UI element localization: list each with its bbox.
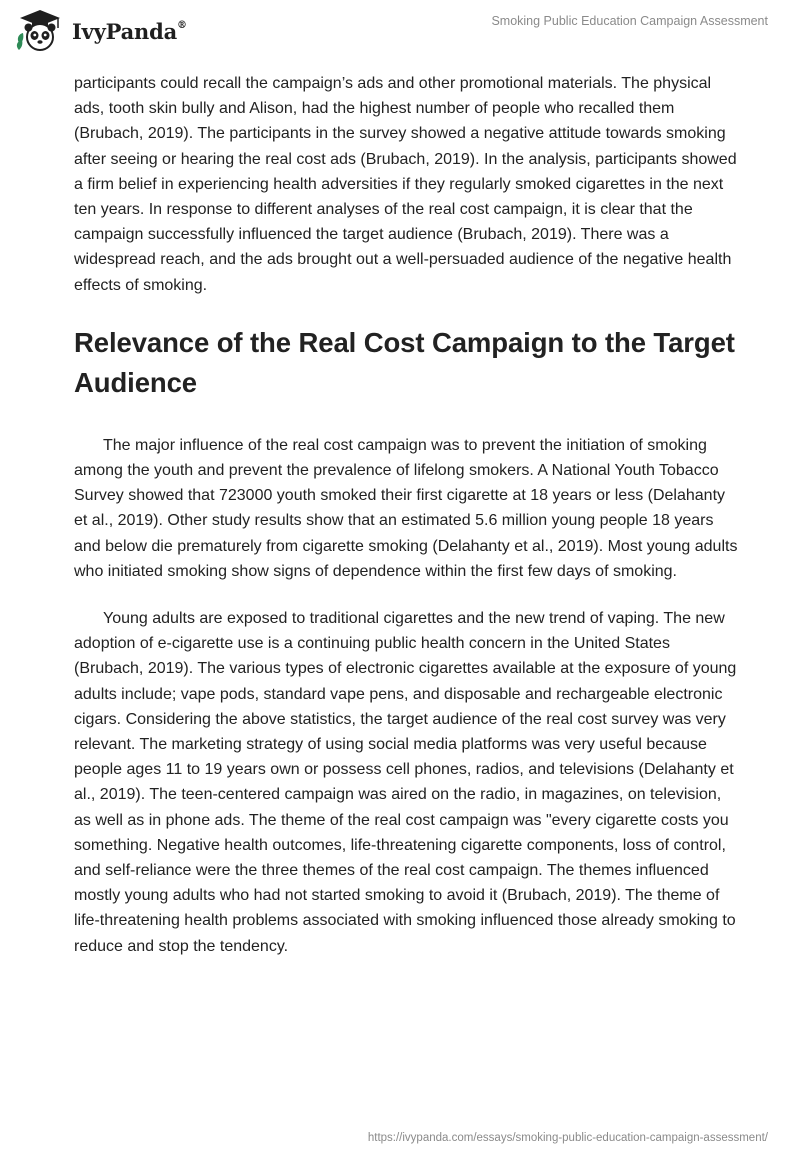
registered-mark: ® — [177, 19, 187, 31]
document-title: Smoking Public Education Campaign Assessment — [491, 14, 768, 28]
essay-content — [74, 71, 740, 959]
brand-wordmark: IvyPanda — [72, 18, 178, 44]
ivypanda-logo[interactable] — [14, 8, 187, 52]
page-header — [0, 0, 800, 60]
paragraph-influence: The major influence of the real cost campaign was to prevent the initiation of smoking among the youth and prevent the prevalence of lifelong smokers. A National Youth Tobacco Survey showed that 723000 youth smoked their first cigarette at 18 years or less (Delahanty et al., 2019). Other study results show that an estimated 5.6 million young people 18 years and below die prematurely from cigarette smoking (Delahanty et al., 2019). Most young adults who initiated smoking show signs of dependence within the first few days of smoking. — [74, 436, 738, 580]
paragraph-continued: participants could recall the campaign’s ads and other promotional materials. The physical ads, tooth skin bully and Alison, had the highest number of people who recalled them (Brubach, 2019). The participants in the survey showed a negative attitude towards smoking after seeing or hearing the real cost ads (Brubach, 2019). In the analysis, participants showed a firm belief in experiencing health adversities if they regularly smoked cigarettes in the next ten years. In response to different analyses of the real cost campaign, it is clear that the campaign successfully influenced the target audience (Brubach, 2019). There was a widespread reach, and the ads brought out a well-persuaded audience of the negative health effects of smoking. — [74, 75, 737, 294]
section-heading: Relevance of the Real Cost Campaign to the Target Audience — [74, 326, 735, 398]
panda-graduate-icon — [14, 8, 66, 52]
brand-name — [72, 19, 187, 44]
paragraph-young-adults: Young adults are exposed to traditional cigarettes and the new trend of vaping. The new adoption of e-cigarette use is a continuing public health concern in the United States (Brubach, 2019). The various types of electronic cigarettes available at the exposure of young adults include; vape pods, standard vape pens, and disposable and rechargeable electronic cigars. Considering the above statistics, the target audience of the real cost survey was very relevant. The marketing strategy of using social media platforms was very useful because people ages 11 to 19 years own or possess cell phones, radios, and televisions (Delahanty et al., 2019). The teen-centered campaign was aired on the radio, in magazines, on television, as well as in phone ads. The theme of the real cost campaign was "every cigarette costs you something. Negative health outcomes, life-threatening cigarette components, loss of control, and self-reliance were the three themes of the real cost campaign. The themes influenced mostly young adults who had not started smoking to avoid it (Brubach, 2019). The theme of life-threatening health problems associated with smoking influenced those already smoking to reduce and stop the tendency. — [74, 610, 737, 955]
source-url[interactable]: https://ivypanda.com/essays/smoking-public-education-campaign-assessment/ — [367, 1132, 768, 1144]
